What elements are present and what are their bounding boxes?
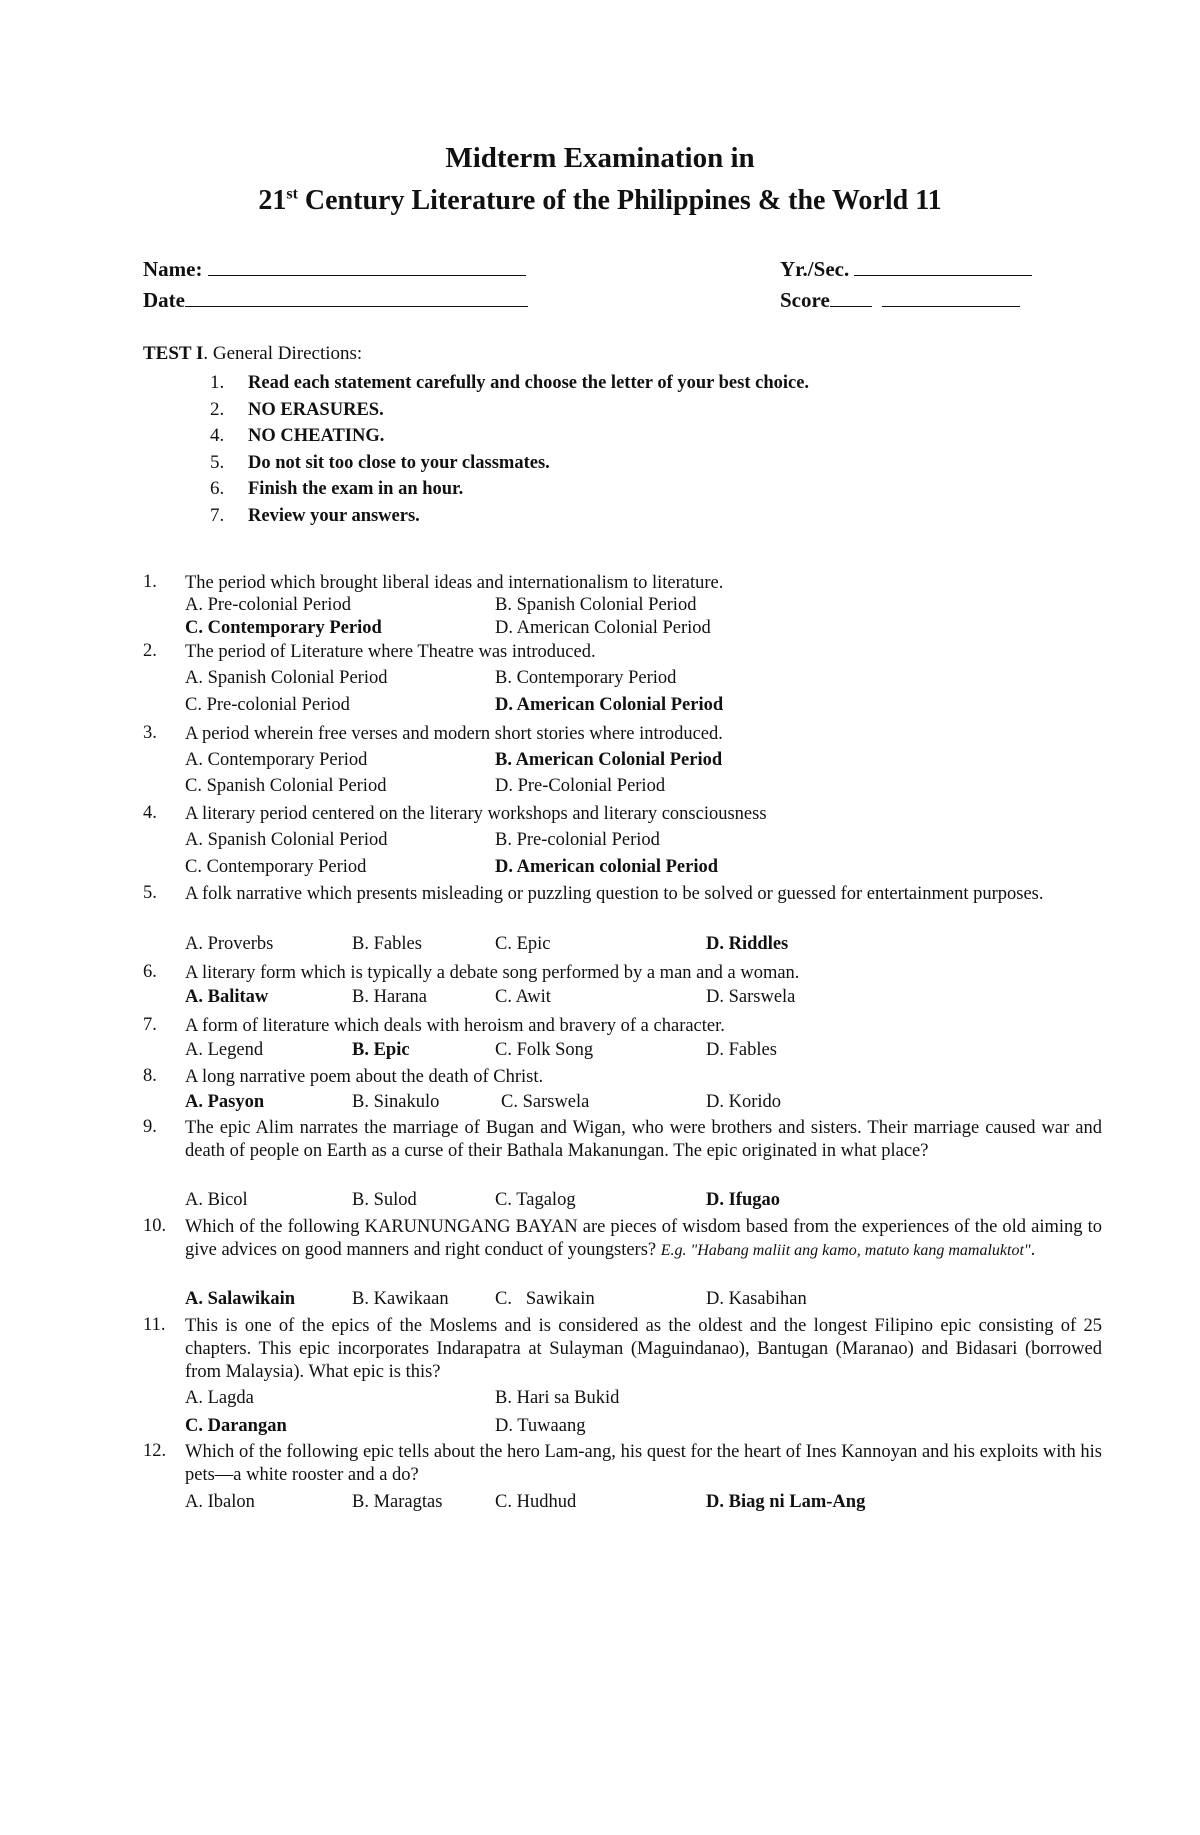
question-number: 6. (143, 962, 157, 982)
question-text: This is one of the epics of the Moslems and is considered as the oldest and the longest Filipino epic consisting of 25 chapters. This epic incorporates Indarapatra at Sulayman (Maguindanao), Bantugan (Maranao) and Bidasari (borrowed from Malaysia). What epic is this? (185, 1316, 1102, 1382)
option-a[interactable]: A. Proverbs (185, 934, 274, 954)
question-number: 1. (143, 572, 157, 592)
name-blank[interactable] (208, 255, 526, 276)
yrsec-field (780, 255, 1032, 282)
question-number: 7. (143, 1015, 157, 1035)
option-d-answer[interactable]: D. Riddles (706, 934, 789, 954)
option-b[interactable]: B. Harana (352, 987, 427, 1007)
question-example: E.g. "Habang maliit ang kamo, matuto kang mamaluktot" (660, 1242, 1031, 1259)
direction-text: Do not sit too close to your classmates. (248, 452, 550, 473)
option-d[interactable]: D. Korido (706, 1092, 782, 1112)
exam-title: Midterm Examination in (445, 142, 755, 174)
option-c[interactable]: C. Sarswela (501, 1092, 590, 1112)
option-b[interactable]: B. Fables (352, 934, 422, 954)
score-field (780, 286, 1020, 313)
question-text: The period of Literature where Theatre was introduced. (185, 642, 596, 662)
option-d-answer[interactable]: D. American colonial Period (495, 857, 718, 877)
question-number: 8. (143, 1066, 157, 1086)
option-d[interactable]: D. Kasabihan (706, 1289, 807, 1309)
option-a[interactable]: A. Pre-colonial Period (185, 595, 351, 615)
direction-text: Read each statement carefully and choose the letter of your best choice. (248, 373, 810, 393)
option-d[interactable]: D. American Colonial Period (495, 618, 711, 638)
direction-item (210, 397, 809, 424)
question-number: 4. (143, 803, 157, 823)
option-c[interactable]: C. Pre-colonial Period (185, 695, 350, 715)
option-b-answer[interactable]: B. American Colonial Period (495, 750, 723, 770)
option-d-answer[interactable]: D. Biag ni Lam-Ang (706, 1492, 866, 1512)
option-b[interactable]: B. Sulod (352, 1190, 417, 1210)
direction-item (210, 450, 809, 477)
question-text-end: . (1030, 1240, 1036, 1260)
option-d[interactable]: D. Tuwaang (495, 1416, 586, 1436)
question-number: 11. (143, 1315, 166, 1335)
direction-item (210, 503, 809, 530)
option-a[interactable]: A. Ibalon (185, 1492, 255, 1512)
question-number: 3. (143, 723, 157, 743)
question-text: A literary period centered on the literary workshops and literary consciousness (185, 804, 767, 824)
date-field (143, 286, 528, 313)
course-title (0, 185, 1200, 217)
option-b[interactable]: B. Maragtas (352, 1492, 443, 1512)
option-d[interactable]: D. Sarswela (706, 987, 796, 1007)
question-text: A long narrative poem about the death of Christ. (185, 1067, 544, 1087)
option-a[interactable]: A. Legend (185, 1040, 264, 1060)
option-b[interactable]: B. Kawikaan (352, 1289, 449, 1309)
direction-number: 4. (210, 425, 225, 446)
option-c[interactable]: C. Awit (495, 987, 551, 1007)
question-text: A period wherein free verses and modern short stories where introduced. (185, 724, 723, 744)
option-c[interactable]: C. Contemporary Period (185, 857, 367, 877)
name-field (143, 255, 526, 282)
option-c-answer[interactable]: C. Darangan (185, 1416, 287, 1436)
direction-number: 2. (210, 398, 225, 420)
option-a[interactable]: A. Bicol (185, 1190, 248, 1210)
option-b[interactable]: B. Contemporary Period (495, 668, 677, 688)
question-number: 10. (143, 1216, 167, 1236)
direction-text: Review your answers. (248, 505, 420, 526)
course-number-suffix: st (286, 185, 298, 203)
directions-label: . General Directions: (203, 343, 363, 364)
option-a[interactable]: A. Contemporary Period (185, 750, 368, 770)
option-b[interactable]: B. Pre-colonial Period (495, 830, 660, 850)
option-a[interactable]: A. Spanish Colonial Period (185, 668, 388, 688)
direction-text: Finish the exam in an hour. (248, 479, 464, 499)
direction-number: 5. (210, 451, 225, 473)
option-c[interactable]: C. Spanish Colonial Period (185, 776, 387, 796)
option-b[interactable]: B. Spanish Colonial Period (495, 595, 697, 615)
direction-item (210, 476, 809, 503)
course-number: 21 (258, 185, 287, 216)
test-label: TEST I (143, 343, 204, 364)
option-b-answer[interactable]: B. Epic (352, 1040, 410, 1060)
question-text: A literary form which is typically a debate song performed by a man and a woman. (185, 963, 800, 983)
option-c[interactable]: C. Epic (495, 934, 551, 954)
option-d-answer[interactable]: D. American Colonial Period (495, 695, 724, 715)
option-a-answer[interactable]: A. Pasyon (185, 1092, 265, 1112)
question-text: Which of the following epic tells about the hero Lam-ang, his quest for the heart of Ines Kannoyan and his exploits with his pets—a white rooster and a do? (185, 1442, 1102, 1485)
option-d-answer[interactable]: D. Ifugao (706, 1190, 781, 1210)
option-b[interactable]: B. Sinakulo (352, 1092, 440, 1112)
test-heading (143, 343, 362, 365)
option-a-answer[interactable]: A. Salawikain (185, 1289, 296, 1309)
question-text: A folk narrative which presents misleading or puzzling question to be solved or guessed for entertainment purposes. (185, 884, 1044, 904)
name-label: Name: (143, 257, 203, 281)
option-a[interactable]: A. Lagda (185, 1388, 254, 1408)
score-blank-2[interactable] (882, 286, 1020, 307)
question-text: A form of literature which deals with heroism and bravery of a character. (185, 1016, 725, 1036)
direction-text: NO ERASURES. (248, 399, 384, 420)
yrsec-blank[interactable] (854, 255, 1032, 276)
yrsec-label: Yr./Sec. (780, 257, 850, 281)
score-blank-1[interactable] (830, 286, 872, 307)
option-a-answer[interactable]: A. Balitaw (185, 987, 269, 1007)
directions-list (210, 370, 809, 529)
direction-number: 1. (210, 372, 225, 393)
option-c[interactable]: C. Hudhud (495, 1492, 577, 1512)
score-label: Score (780, 288, 830, 312)
date-blank[interactable] (185, 286, 528, 307)
question-number: 2. (143, 641, 157, 661)
direction-number: 7. (210, 504, 225, 526)
direction-text: NO CHEATING. (248, 426, 385, 446)
question-text (185, 1216, 1102, 1262)
question-number: 5. (143, 883, 157, 903)
direction-number: 6. (210, 478, 225, 499)
option-d[interactable]: D. Fables (706, 1040, 777, 1060)
question-number: 12. (143, 1441, 167, 1461)
option-c[interactable]: C. Folk Song (495, 1040, 594, 1060)
option-a[interactable]: A. Spanish Colonial Period (185, 830, 388, 850)
option-c[interactable]: C. Tagalog (495, 1190, 576, 1210)
date-label: Date (143, 288, 185, 312)
option-c[interactable]: C. Sawikain (495, 1289, 595, 1309)
option-b[interactable]: B. Hari sa Bukid (495, 1388, 620, 1408)
option-c-answer[interactable]: C. Contemporary Period (185, 618, 382, 638)
direction-item (210, 370, 809, 397)
course-name: Century Literature of the Philippines & the World 11 (297, 185, 942, 216)
question-text: The period which brought liberal ideas and internationalism to literature. (185, 573, 724, 593)
option-d[interactable]: D. Pre-Colonial Period (495, 776, 666, 796)
question-text-main: Which of the following KARUNUNGANG BAYAN are pieces of wisdom based from the experiences of the old aiming to give advices on good manners and right conduct of youngsters? (185, 1217, 1102, 1260)
direction-item (210, 423, 809, 450)
question-number: 9. (143, 1117, 157, 1137)
question-text: The epic Alim narrates the marriage of Bugan and Wigan, who were brothers and sisters. Their marriage caused war and death of people on Earth as a curse of their Bathala Makanungan. The epic originated in what place? (185, 1118, 1102, 1161)
